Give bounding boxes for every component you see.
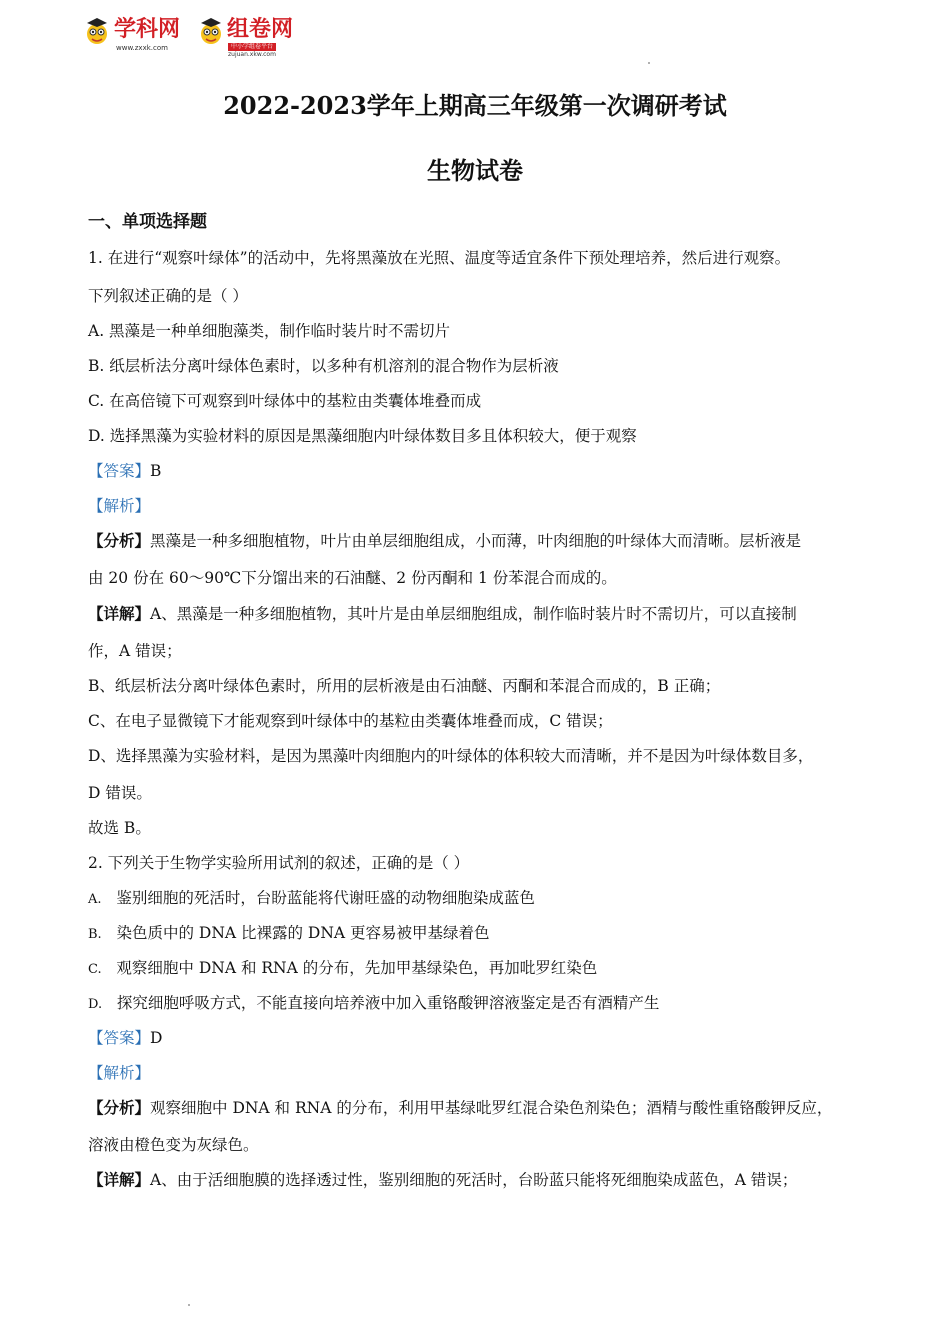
decorative-dot xyxy=(188,1304,190,1306)
q1-option-d: D. 选择黑藻为实验材料的原因是黑藻细胞内叶绿体数目多且体积较大，便于观察 xyxy=(88,427,637,445)
logo-right-url: zujuan.xkw.com xyxy=(228,51,276,58)
fenxi-text: 观察细胞中 DNA 和 RNA 的分布，利用甲基绿吡罗红混合染色剂染色；酒精与酸性重铬酸钾反应， xyxy=(150,1099,833,1117)
xiangjie-tag: 【详解】 xyxy=(88,604,151,623)
q1-xiangjie-line-5: D、选择黑藻为实验材料，是因为黑藻叶肉细胞内的叶绿体的体积较大而清晰，并不是因为叶绿体数目多， xyxy=(88,747,814,765)
xiangjie-text: A、黑藻是一种多细胞植物，其叶片是由单层细胞组成，制作临时装片时不需切片，可以直接制 xyxy=(150,605,797,623)
option-letter: D. xyxy=(88,997,103,1012)
q1-analysis-tag xyxy=(88,495,880,517)
exam-subtitle: 生物试卷 xyxy=(427,156,523,185)
xiangjie-tag: 【详解】 xyxy=(88,1170,151,1189)
q1-stem-line-2: 下列叙述正确的是（ ） xyxy=(88,287,248,305)
logo-left-text: 学科网 xyxy=(114,17,181,42)
q2-fenxi-line-2: 溶液由橙色变为灰绿色。 xyxy=(88,1136,259,1154)
q1-stem-line-1: 1. 在进行“观察叶绿体”的活动中，先将黑藻放在光照、温度等适宜条件下预处理培养，然后进行观察。 xyxy=(88,249,791,267)
analysis-tag: 【解析】 xyxy=(88,497,151,515)
logo-left-url: www.zxxk.com xyxy=(116,44,168,52)
answer-value: B xyxy=(150,462,162,480)
q2-option-a xyxy=(88,887,880,911)
q2-option-d xyxy=(88,992,880,1016)
logo-right-text: 组卷网 xyxy=(227,17,294,42)
q1-xiangjie-line-4: C、在电子显微镜下才能观察到叶绿体中的基粒由类囊体堆叠而成，C 错误； xyxy=(88,712,613,730)
xiangjie-text: A、由于活细胞膜的选择透过性，鉴别细胞的死活时，台盼蓝只能将死细胞染成蓝色，A 错误； xyxy=(150,1171,798,1189)
analysis-tag: 【解析】 xyxy=(88,1064,151,1082)
q2-option-c xyxy=(88,957,880,981)
q1-fenxi-line-1 xyxy=(88,530,880,552)
answer-value: D xyxy=(150,1029,163,1047)
q1-xiangjie-line-3: B、纸层析法分离叶绿体色素时，所用的层析液是由石油醚、丙酮和苯混合而成的，B 正确； xyxy=(88,677,721,695)
fenxi-text: 黑藻是一种多细胞植物，叶片由单层细胞组成，小而薄，叶肉细胞的叶绿体大而清晰。层析液是 xyxy=(150,532,802,550)
option-text: 染色质中的 DNA 比裸露的 DNA 更容易被甲基绿着色 xyxy=(116,924,490,942)
option-letter: B. xyxy=(88,927,102,942)
header-logo xyxy=(84,12,316,58)
q2-option-b xyxy=(88,922,880,946)
q2-analysis-tag xyxy=(88,1062,880,1084)
decorative-dot xyxy=(648,62,650,64)
section-heading: 一、单项选择题 xyxy=(88,212,207,232)
exam-title: 2022-2023学年上期高三年级第一次调研考试 xyxy=(223,91,727,120)
q1-option-c: C. 在高倍镜下可观察到叶绿体中的基粒由类囊体堆叠而成 xyxy=(88,392,482,410)
q1-option-a: A. 黑藻是一种单细胞藻类，制作临时装片时不需切片 xyxy=(88,322,451,340)
option-text: 观察细胞中 DNA 和 RNA 的分布，先加甲基绿染色，再加吡罗红染色 xyxy=(116,959,598,977)
q2-stem: 2. 下列关于生物学实验所用试剂的叙述，正确的是（ ） xyxy=(88,854,470,872)
answer-tag: 【答案】 xyxy=(88,1029,151,1047)
q1-option-b: B. 纸层析法分离叶绿体色素时，以多种有机溶剂的混合物作为层析液 xyxy=(88,357,559,375)
q1-answer xyxy=(88,460,880,482)
fenxi-tag: 【分析】 xyxy=(88,531,151,550)
q1-conclusion: 故选 B。 xyxy=(88,819,151,837)
option-text: 探究细胞呼吸方式，不能直接向培养液中加入重铬酸钾溶液鉴定是否有酒精产生 xyxy=(116,994,660,1012)
q1-xiangjie-line-6: D 错误。 xyxy=(88,784,152,802)
answer-tag: 【答案】 xyxy=(88,462,151,480)
option-letter: C. xyxy=(88,962,102,977)
q2-xiangjie-line-1 xyxy=(88,1169,880,1191)
option-letter: A. xyxy=(88,892,102,907)
q2-fenxi-line-1 xyxy=(88,1097,880,1119)
q1-fenxi-line-2: 由 20 份在 60～90℃下分馏出来的石油醚、2 份丙酮和 1 份苯混合而成的。 xyxy=(88,569,617,587)
q1-xiangjie-line-2: 作，A 错误； xyxy=(88,642,182,660)
q2-answer xyxy=(88,1027,880,1049)
q1-xiangjie-line-1 xyxy=(88,603,880,625)
option-text: 鉴别细胞的死活时，台盼蓝能将代谢旺盛的动物细胞染成蓝色 xyxy=(116,889,535,907)
fenxi-tag: 【分析】 xyxy=(88,1098,151,1117)
logo-right-sub: 中小学组卷平台 xyxy=(228,43,276,51)
